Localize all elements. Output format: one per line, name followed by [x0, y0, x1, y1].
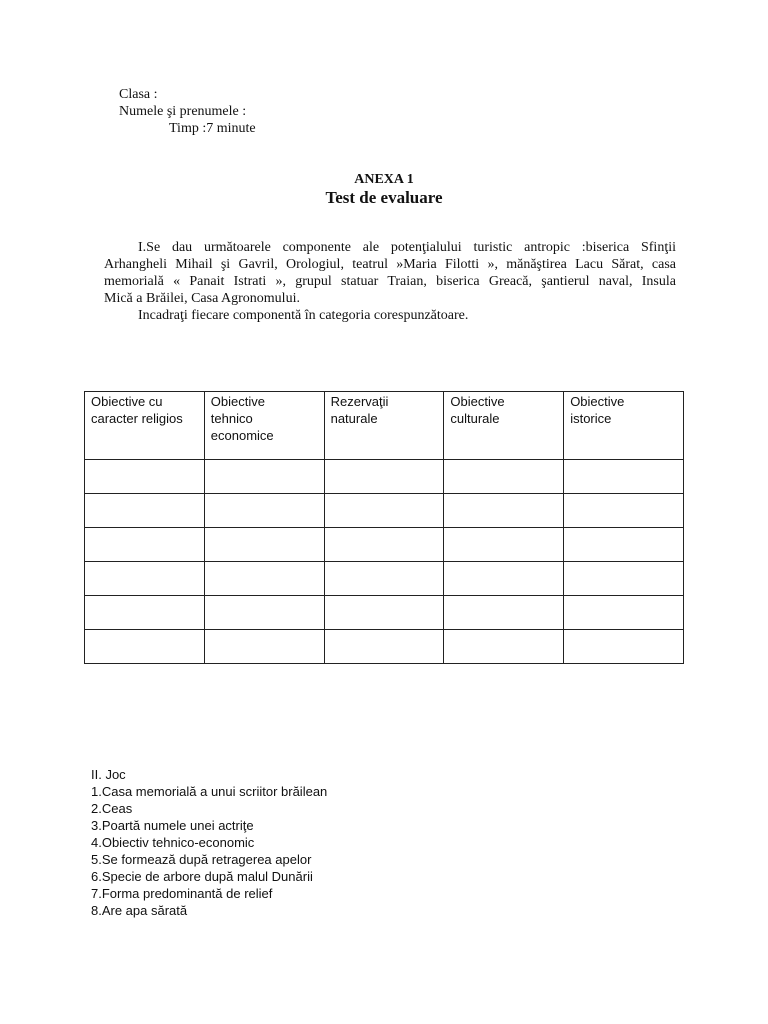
game-item: 5.Se formează după retragerea apelor	[91, 852, 312, 867]
exercise-1-text	[104, 239, 676, 324]
table-cell	[204, 460, 324, 494]
table-cell	[324, 494, 444, 528]
table-cell	[444, 630, 564, 664]
table-cell	[564, 494, 684, 528]
table-cell	[444, 528, 564, 562]
game-title: II. Joc	[91, 767, 126, 782]
header-historical: Obiective istorice	[564, 392, 684, 460]
classification-table	[84, 391, 684, 664]
game-item: 8.Are apa sărată	[91, 903, 188, 918]
game-item: 1.Casa memorială a unui scriitor brăilean	[91, 784, 328, 799]
table-cell	[444, 494, 564, 528]
game-item: 2.Ceas	[91, 801, 133, 816]
table-row	[85, 528, 684, 562]
table-cell	[324, 460, 444, 494]
header-technical-economic: Obiective tehnico economice	[204, 392, 324, 460]
game-item: 6.Specie de arbore după malul Dunării	[91, 869, 313, 884]
table-cell	[85, 596, 205, 630]
table-cell	[85, 630, 205, 664]
table-row	[85, 494, 684, 528]
header-religious: Obiective cu caracter religios	[85, 392, 205, 460]
page-title: Test de evaluare	[325, 188, 443, 207]
table-row	[85, 630, 684, 664]
header-cultural: Obiective culturale	[444, 392, 564, 460]
table-header-row	[85, 392, 684, 460]
exercise-1-line: memorială « Panait Istrati », grupul statuar Traian, biserica Greacă, şantierul naval, Insula	[104, 274, 676, 289]
table-cell	[564, 630, 684, 664]
annex-label: ANEXA 1	[354, 172, 414, 187]
game-item: 3.Poartă numele unei actriţe	[91, 818, 254, 833]
table-cell	[324, 630, 444, 664]
table-row	[85, 460, 684, 494]
table-cell	[324, 596, 444, 630]
table-cell	[85, 562, 205, 596]
table-cell	[564, 528, 684, 562]
class-field-label: Clasa :	[119, 87, 158, 102]
table-cell	[324, 562, 444, 596]
exercise-1-line: I.Se dau următoarele componente ale potenţialului turistic antropic :biserica Sfinţii	[138, 240, 676, 255]
game-item: 7.Forma predominantă de relief	[91, 886, 273, 901]
table-cell	[564, 562, 684, 596]
exercise-2-game	[91, 766, 327, 919]
table-cell	[204, 528, 324, 562]
table-cell	[85, 460, 205, 494]
table-cell	[564, 596, 684, 630]
table-body	[85, 460, 684, 664]
table-row	[85, 596, 684, 630]
table-cell	[444, 596, 564, 630]
header-natural-reserves: Rezervaţii naturale	[324, 392, 444, 460]
exercise-1-instruction: Incadraţi fiecare componentă în categoria corespunzătoare.	[138, 308, 469, 323]
time-limit-label: Timp :7 minute	[169, 121, 256, 136]
exercise-1-line: Mică a Brăilei, Casa Agronomului.	[104, 291, 300, 306]
name-field-label: Numele şi prenumele :	[119, 104, 247, 119]
game-item: 4.Obiectiv tehnico-economic	[91, 835, 255, 850]
table-cell	[444, 460, 564, 494]
table-cell	[85, 494, 205, 528]
table-cell	[564, 460, 684, 494]
exercise-1-line: Arhangheli Mihail şi Gavril, Orologiul, teatrul »Maria Filotti », mănăştirea Lacu Sărat, casa	[104, 257, 676, 272]
table-cell	[204, 562, 324, 596]
table-row	[85, 562, 684, 596]
table-cell	[324, 528, 444, 562]
table-cell	[444, 562, 564, 596]
table-cell	[204, 494, 324, 528]
table-cell	[204, 630, 324, 664]
table-cell	[85, 528, 205, 562]
table-cell	[204, 596, 324, 630]
